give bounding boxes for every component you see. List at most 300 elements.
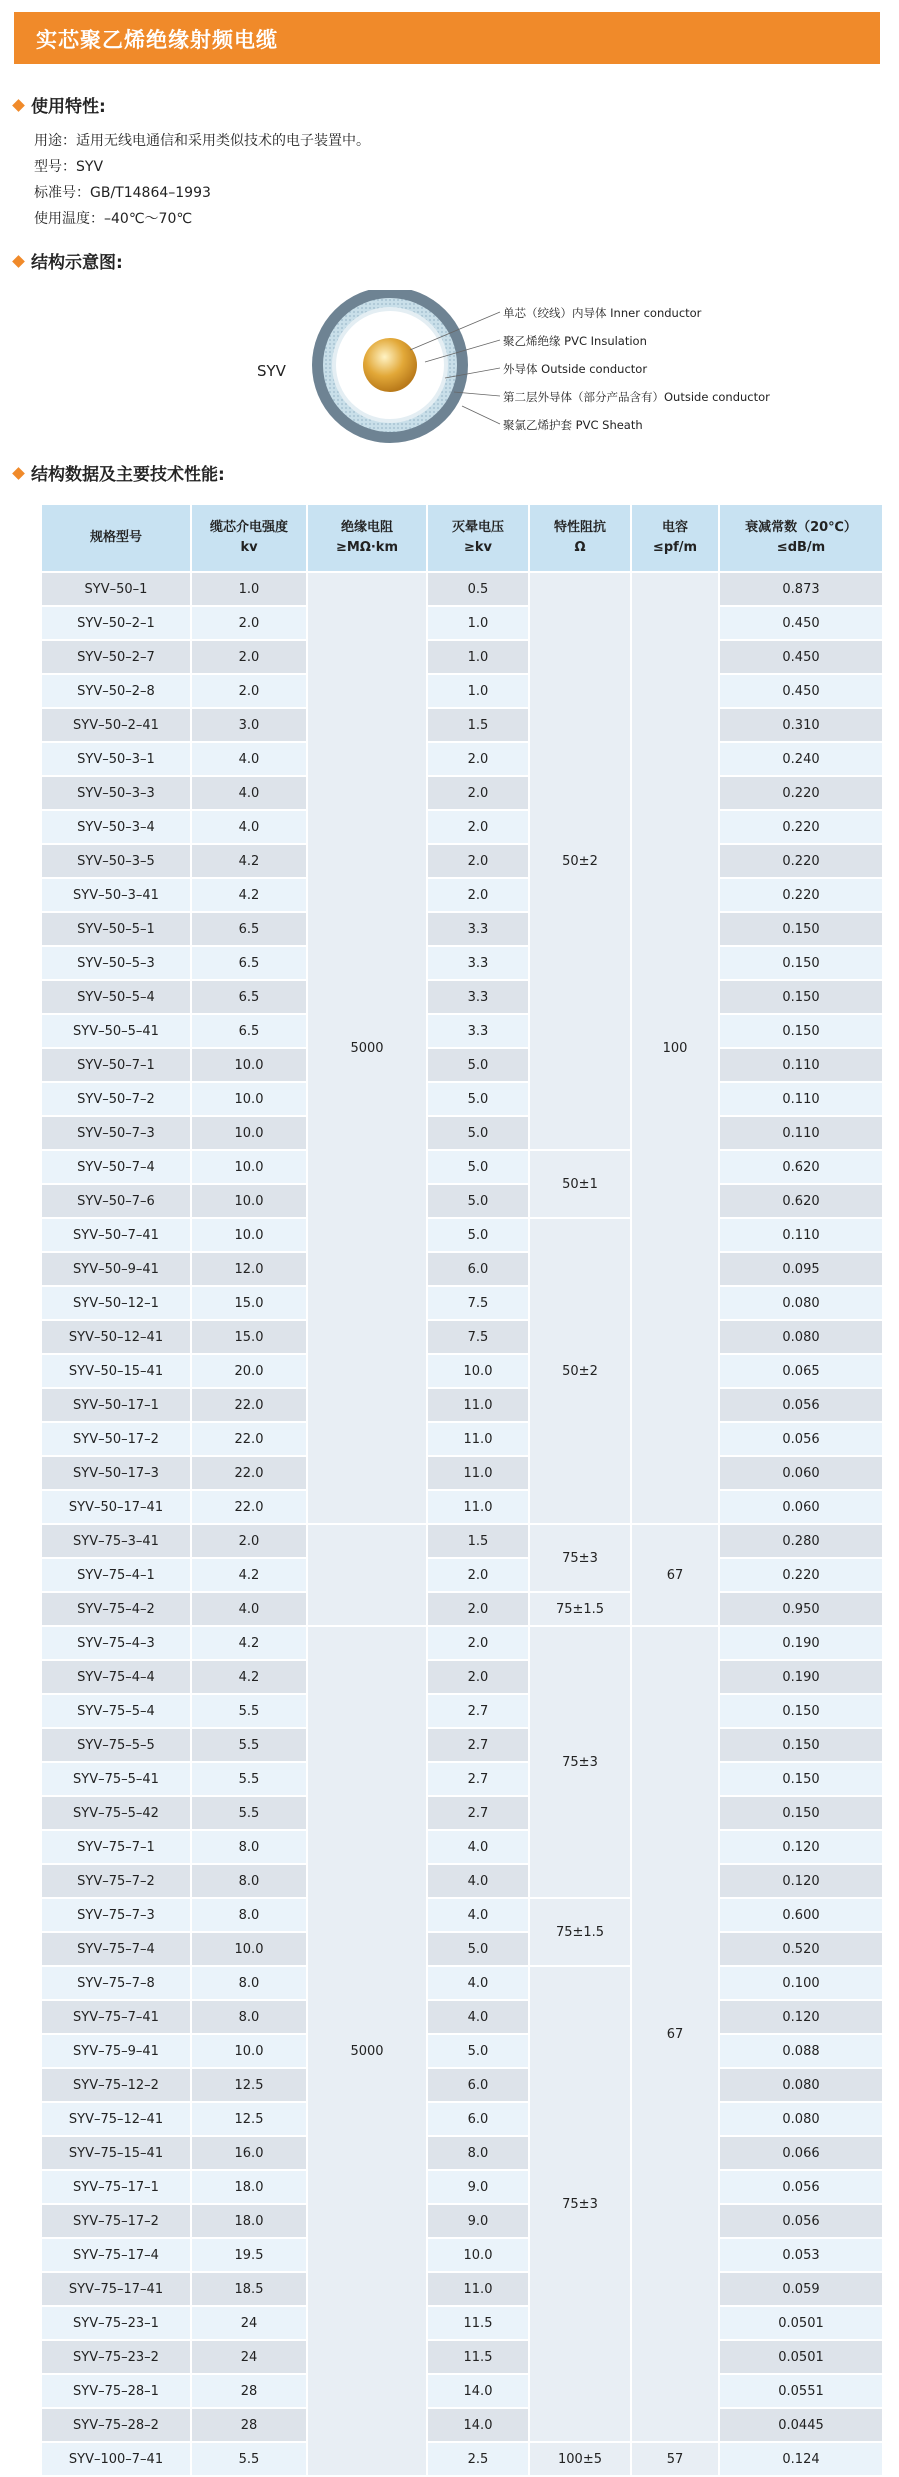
table-row: [41, 1286, 883, 1320]
impedance-cell: 100±5: [529, 2442, 631, 2476]
model-cell: SYV–50–7–3: [41, 1116, 191, 1150]
dielectric-cell: 18.5: [191, 2272, 307, 2306]
title-banner: [14, 12, 880, 64]
corona-cell: 6.0: [427, 1252, 529, 1286]
model-cell: SYV–50–17–41: [41, 1490, 191, 1524]
table-row: [41, 2340, 883, 2374]
corona-cell: 2.0: [427, 878, 529, 912]
corona-cell: 3.3: [427, 946, 529, 980]
table-row: [41, 946, 883, 980]
cable-cross-section-diagram: [0, 290, 899, 450]
dielectric-cell: 8.0: [191, 1864, 307, 1898]
model-cell: SYV–50–7–2: [41, 1082, 191, 1116]
table-row: [41, 2306, 883, 2340]
model-cell: SYV–50–3–3: [41, 776, 191, 810]
corona-cell: 11.0: [427, 1490, 529, 1524]
model-cell: SYV–50–2–1: [41, 606, 191, 640]
table-row: [41, 674, 883, 708]
attenuation-cell: 0.056: [719, 2204, 883, 2238]
dielectric-cell: 10.0: [191, 1932, 307, 1966]
table-row: [41, 1728, 883, 1762]
model-cell: SYV–75–17–1: [41, 2170, 191, 2204]
table-row: [41, 2238, 883, 2272]
corona-cell: 1.5: [427, 1524, 529, 1558]
callout-inner-conductor: 单芯（绞线）内导体 Inner conductor: [503, 306, 702, 320]
model-cell: SYV–50–2–7: [41, 640, 191, 674]
impedance-cell: 75±3: [529, 1524, 631, 1592]
dielectric-cell: 18.0: [191, 2204, 307, 2238]
table-row: [41, 810, 883, 844]
model-cell: SYV–75–5–4: [41, 1694, 191, 1728]
corona-cell: 2.0: [427, 1626, 529, 1660]
section-structure-heading: 结构示意图:: [14, 248, 123, 273]
dielectric-cell: 10.0: [191, 1184, 307, 1218]
attenuation-cell: 0.0501: [719, 2306, 883, 2340]
dielectric-cell: 8.0: [191, 2000, 307, 2034]
section-data-heading: 结构数据及主要技术性能:: [14, 460, 225, 485]
attenuation-cell: 0.873: [719, 572, 883, 606]
attenuation-cell: 0.110: [719, 1218, 883, 1252]
attenuation-cell: 0.450: [719, 674, 883, 708]
corona-cell: 4.0: [427, 2000, 529, 2034]
dielectric-cell: 8.0: [191, 1898, 307, 1932]
table-header-row: [41, 504, 883, 572]
callout-outside-conductor: 外导体 Outside conductor: [503, 362, 648, 376]
table-row: [41, 1558, 883, 1592]
model-cell: SYV–75–4–3: [41, 1626, 191, 1660]
attenuation-cell: 0.150: [719, 1796, 883, 1830]
table-row: [41, 2136, 883, 2170]
model-cell: SYV–50–9–41: [41, 1252, 191, 1286]
corona-cell: 2.0: [427, 776, 529, 810]
corona-cell: 6.0: [427, 2068, 529, 2102]
corona-cell: 2.0: [427, 742, 529, 776]
model-cell: SYV–50–17–3: [41, 1456, 191, 1490]
attenuation-cell: 0.056: [719, 1388, 883, 1422]
corona-cell: 11.0: [427, 1388, 529, 1422]
attenuation-cell: 0.120: [719, 2000, 883, 2034]
header-corona: 灭晕电压 ≥kv: [427, 504, 529, 572]
dielectric-cell: 4.0: [191, 810, 307, 844]
model-cell: SYV–75–4–4: [41, 1660, 191, 1694]
attenuation-cell: 0.240: [719, 742, 883, 776]
table-row: [41, 1626, 883, 1660]
corona-cell: 3.3: [427, 980, 529, 1014]
corona-cell: 4.0: [427, 1830, 529, 1864]
dielectric-cell: 8.0: [191, 1830, 307, 1864]
table-row: [41, 2170, 883, 2204]
model-cell: SYV–75–12–2: [41, 2068, 191, 2102]
attenuation-cell: 0.600: [719, 1898, 883, 1932]
dielectric-cell: 4.0: [191, 742, 307, 776]
dielectric-cell: 19.5: [191, 2238, 307, 2272]
corona-cell: 2.0: [427, 1660, 529, 1694]
table-row: [41, 1456, 883, 1490]
resistance-cell: [307, 1524, 427, 1626]
bullet-diamond-icon: [12, 467, 25, 480]
callout-sheath: 聚氯乙烯护套 PVC Sheath: [503, 418, 643, 432]
dielectric-cell: 2.0: [191, 640, 307, 674]
dielectric-cell: 18.0: [191, 2170, 307, 2204]
attenuation-cell: 0.220: [719, 776, 883, 810]
corona-cell: 4.0: [427, 1864, 529, 1898]
dielectric-cell: 3.0: [191, 708, 307, 742]
dielectric-cell: 4.2: [191, 878, 307, 912]
model-cell: SYV–75–7–2: [41, 1864, 191, 1898]
corona-cell: 14.0: [427, 2408, 529, 2442]
attenuation-cell: 0.0501: [719, 2340, 883, 2374]
attenuation-cell: 0.065: [719, 1354, 883, 1388]
corona-cell: 2.7: [427, 1762, 529, 1796]
capacitance-cell: 100: [631, 572, 719, 1524]
corona-cell: 5.0: [427, 1116, 529, 1150]
corona-cell: 2.5: [427, 2442, 529, 2476]
diagram-label: SYV: [257, 362, 286, 380]
impedance-cell: 75±1.5: [529, 1898, 631, 1966]
attenuation-cell: 0.150: [719, 980, 883, 1014]
model-cell: SYV–50–7–1: [41, 1048, 191, 1082]
corona-cell: 2.0: [427, 1592, 529, 1626]
table-row: [41, 2374, 883, 2408]
model-cell: SYV–75–12–41: [41, 2102, 191, 2136]
dielectric-cell: 2.0: [191, 1524, 307, 1558]
attenuation-cell: 0.080: [719, 2102, 883, 2136]
corona-cell: 2.7: [427, 1694, 529, 1728]
corona-cell: 5.0: [427, 1150, 529, 1184]
attenuation-cell: 0.110: [719, 1048, 883, 1082]
model-cell: SYV–100–7–41: [41, 2442, 191, 2476]
model-cell: SYV–75–7–1: [41, 1830, 191, 1864]
model-cell: SYV–75–4–2: [41, 1592, 191, 1626]
table-row: [41, 2068, 883, 2102]
model-cell: SYV–75–3–41: [41, 1524, 191, 1558]
model-cell: SYV–75–4–1: [41, 1558, 191, 1592]
corona-cell: 10.0: [427, 1354, 529, 1388]
corona-cell: 2.7: [427, 1728, 529, 1762]
table-row: [41, 1490, 883, 1524]
corona-cell: 2.0: [427, 810, 529, 844]
resistance-cell: 5000: [307, 1626, 427, 2476]
dielectric-cell: 4.2: [191, 1660, 307, 1694]
corona-cell: 11.0: [427, 1422, 529, 1456]
dielectric-cell: 12.5: [191, 2068, 307, 2102]
dielectric-cell: 20.0: [191, 1354, 307, 1388]
dielectric-cell: 4.2: [191, 1626, 307, 1660]
corona-cell: 3.3: [427, 912, 529, 946]
attenuation-cell: 0.0445: [719, 2408, 883, 2442]
corona-cell: 1.5: [427, 708, 529, 742]
dielectric-cell: 10.0: [191, 1218, 307, 1252]
model-cell: SYV–50–7–4: [41, 1150, 191, 1184]
table-row: [41, 742, 883, 776]
attenuation-cell: 0.120: [719, 1864, 883, 1898]
corona-cell: 6.0: [427, 2102, 529, 2136]
attenuation-cell: 0.220: [719, 844, 883, 878]
attenuation-cell: 0.150: [719, 912, 883, 946]
model-cell: SYV–75–7–3: [41, 1898, 191, 1932]
attenuation-cell: 0.080: [719, 1320, 883, 1354]
attenuation-cell: 0.150: [719, 1014, 883, 1048]
table-row: [41, 1694, 883, 1728]
dielectric-cell: 15.0: [191, 1286, 307, 1320]
header-dielectric: 缆芯介电强度 kv: [191, 504, 307, 572]
table-row: [41, 1592, 883, 1626]
dielectric-cell: 1.0: [191, 572, 307, 606]
table-row: [41, 2204, 883, 2238]
attenuation-cell: 0.080: [719, 1286, 883, 1320]
table-row: [41, 1184, 883, 1218]
corona-cell: 0.5: [427, 572, 529, 606]
model-cell: SYV–75–23–2: [41, 2340, 191, 2374]
table-row: [41, 1048, 883, 1082]
table-row: [41, 1966, 883, 2000]
attenuation-cell: 0.950: [719, 1592, 883, 1626]
attenuation-cell: 0.450: [719, 640, 883, 674]
table-row: [41, 1932, 883, 1966]
dielectric-cell: 10.0: [191, 1048, 307, 1082]
attenuation-cell: 0.220: [719, 1558, 883, 1592]
attenuation-cell: 0.060: [719, 1490, 883, 1524]
dielectric-cell: 2.0: [191, 674, 307, 708]
dielectric-cell: 5.5: [191, 2442, 307, 2476]
table-row: [41, 1524, 883, 1558]
model-text: 型号：SYV: [34, 159, 104, 175]
corona-cell: 5.0: [427, 1218, 529, 1252]
attenuation-cell: 0.080: [719, 2068, 883, 2102]
dielectric-cell: 5.5: [191, 1694, 307, 1728]
corona-cell: 11.5: [427, 2306, 529, 2340]
capacitance-cell: 57: [631, 2442, 719, 2476]
header-impedance: 特性阻抗 Ω: [529, 504, 631, 572]
dielectric-cell: 4.2: [191, 1558, 307, 1592]
attenuation-cell: 0.620: [719, 1150, 883, 1184]
attenuation-cell: 0.150: [719, 946, 883, 980]
model-cell: SYV–75–28–1: [41, 2374, 191, 2408]
dielectric-cell: 12.0: [191, 1252, 307, 1286]
dielectric-cell: 5.5: [191, 1796, 307, 1830]
table-row: [41, 1354, 883, 1388]
model-cell: SYV–50–3–5: [41, 844, 191, 878]
table-row: [41, 2272, 883, 2306]
model-cell: SYV–75–17–41: [41, 2272, 191, 2306]
table-row: [41, 1150, 883, 1184]
model-cell: SYV–75–28–2: [41, 2408, 191, 2442]
dielectric-cell: 16.0: [191, 2136, 307, 2170]
table-row: [41, 2000, 883, 2034]
table-row: [41, 1014, 883, 1048]
model-cell: SYV–50–7–41: [41, 1218, 191, 1252]
impedance-cell: 50±2: [529, 1218, 631, 1524]
dielectric-cell: 28: [191, 2374, 307, 2408]
table-row: [41, 1388, 883, 1422]
model-cell: SYV–50–3–41: [41, 878, 191, 912]
attenuation-cell: 0.088: [719, 2034, 883, 2068]
attenuation-cell: 0.620: [719, 1184, 883, 1218]
table-row: [41, 1218, 883, 1252]
impedance-cell: 50±2: [529, 572, 631, 1150]
callout-insulation: 聚乙烯绝缘 PVC Insulation: [503, 334, 647, 348]
corona-cell: 2.0: [427, 1558, 529, 1592]
bullet-diamond-icon: [12, 99, 25, 112]
table-row: [41, 878, 883, 912]
corona-cell: 5.0: [427, 1048, 529, 1082]
attenuation-cell: 0.110: [719, 1116, 883, 1150]
dielectric-cell: 24: [191, 2340, 307, 2374]
attenuation-cell: 0.110: [719, 1082, 883, 1116]
corona-cell: 10.0: [427, 2238, 529, 2272]
attenuation-cell: 0.450: [719, 606, 883, 640]
model-cell: SYV–50–2–41: [41, 708, 191, 742]
model-cell: SYV–75–5–41: [41, 1762, 191, 1796]
attenuation-cell: 0.053: [719, 2238, 883, 2272]
dielectric-cell: 10.0: [191, 1150, 307, 1184]
corona-cell: 2.7: [427, 1796, 529, 1830]
attenuation-cell: 0.150: [719, 1694, 883, 1728]
dielectric-cell: 6.5: [191, 980, 307, 1014]
model-cell: SYV–50–5–41: [41, 1014, 191, 1048]
resistance-cell: 5000: [307, 572, 427, 1524]
attenuation-cell: 0.150: [719, 1762, 883, 1796]
dielectric-cell: 22.0: [191, 1456, 307, 1490]
table-row: [41, 776, 883, 810]
table-row: [41, 844, 883, 878]
dielectric-cell: 15.0: [191, 1320, 307, 1354]
corona-cell: 5.0: [427, 1082, 529, 1116]
corona-cell: 9.0: [427, 2170, 529, 2204]
dielectric-cell: 10.0: [191, 2034, 307, 2068]
header-capacitance: 电容 ≤pf/m: [631, 504, 719, 572]
table-row: [41, 1830, 883, 1864]
corona-cell: 5.0: [427, 2034, 529, 2068]
dielectric-cell: 10.0: [191, 1082, 307, 1116]
table-row: [41, 980, 883, 1014]
table-row: [41, 1762, 883, 1796]
table-row: [41, 708, 883, 742]
attenuation-cell: 0.056: [719, 1422, 883, 1456]
table-row: [41, 2102, 883, 2136]
dielectric-cell: 22.0: [191, 1490, 307, 1524]
corona-cell: 8.0: [427, 2136, 529, 2170]
dielectric-cell: 22.0: [191, 1388, 307, 1422]
model-cell: SYV–50–5–3: [41, 946, 191, 980]
attenuation-cell: 0.066: [719, 2136, 883, 2170]
corona-cell: 11.0: [427, 2272, 529, 2306]
attenuation-cell: 0.280: [719, 1524, 883, 1558]
attenuation-cell: 0.059: [719, 2272, 883, 2306]
model-cell: SYV–75–5–42: [41, 1796, 191, 1830]
model-cell: SYV–50–3–1: [41, 742, 191, 776]
attenuation-cell: 0.124: [719, 2442, 883, 2476]
model-cell: SYV–75–23–1: [41, 2306, 191, 2340]
dielectric-cell: 4.0: [191, 776, 307, 810]
callout-second-outside-conductor: 第二层外导体（部分产品含有）Outside conductor: [503, 390, 770, 404]
section-features-heading: 使用特性:: [14, 92, 106, 117]
corona-cell: 5.0: [427, 1932, 529, 1966]
table-row: [41, 606, 883, 640]
table-row: [41, 2034, 883, 2068]
model-cell: SYV–75–7–4: [41, 1932, 191, 1966]
table-row: [41, 1082, 883, 1116]
table-row: [41, 572, 883, 606]
dielectric-cell: 6.5: [191, 912, 307, 946]
attenuation-cell: 0.220: [719, 878, 883, 912]
corona-cell: 5.0: [427, 1184, 529, 1218]
dielectric-cell: 2.0: [191, 606, 307, 640]
attenuation-cell: 0.056: [719, 2170, 883, 2204]
table-row: [41, 1422, 883, 1456]
capacitance-cell: 67: [631, 1626, 719, 2442]
attenuation-cell: 0.520: [719, 1932, 883, 1966]
page-title: 实芯聚乙烯绝缘射频电缆: [36, 28, 278, 52]
dielectric-cell: 5.5: [191, 1728, 307, 1762]
model-cell: SYV–50–7–6: [41, 1184, 191, 1218]
table-row: [41, 1116, 883, 1150]
table-row: [41, 1796, 883, 1830]
standard-text: 标准号：GB/T14864–1993: [34, 185, 211, 201]
dielectric-cell: 24: [191, 2306, 307, 2340]
impedance-cell: 75±3: [529, 1626, 631, 1898]
header-resistance: 绝缘电阻 ≥MΩ·km: [307, 504, 427, 572]
corona-cell: 1.0: [427, 640, 529, 674]
header-attenuation: 衰减常数（20℃） ≤dB/m: [719, 504, 883, 572]
attenuation-cell: 0.150: [719, 1728, 883, 1762]
corona-cell: 1.0: [427, 606, 529, 640]
table-row: [41, 1252, 883, 1286]
attenuation-cell: 0.120: [719, 1830, 883, 1864]
dielectric-cell: 10.0: [191, 1116, 307, 1150]
attenuation-cell: 0.0551: [719, 2374, 883, 2408]
attenuation-cell: 0.220: [719, 810, 883, 844]
dielectric-cell: 4.0: [191, 1592, 307, 1626]
header-model: 规格型号: [41, 504, 191, 572]
model-cell: SYV–50–15–41: [41, 1354, 191, 1388]
attenuation-cell: 0.100: [719, 1966, 883, 2000]
dielectric-cell: 6.5: [191, 1014, 307, 1048]
model-cell: SYV–50–2–8: [41, 674, 191, 708]
attenuation-cell: 0.190: [719, 1660, 883, 1694]
attenuation-cell: 0.095: [719, 1252, 883, 1286]
corona-cell: 11.0: [427, 1456, 529, 1490]
spec-table: [40, 503, 884, 2477]
attenuation-cell: 0.310: [719, 708, 883, 742]
table-row: [41, 640, 883, 674]
model-cell: SYV–50–1: [41, 572, 191, 606]
model-cell: SYV–75–5–5: [41, 1728, 191, 1762]
dielectric-cell: 28: [191, 2408, 307, 2442]
model-cell: SYV–50–5–4: [41, 980, 191, 1014]
model-cell: SYV–50–3–4: [41, 810, 191, 844]
model-cell: SYV–75–15–41: [41, 2136, 191, 2170]
corona-cell: 9.0: [427, 2204, 529, 2238]
model-cell: SYV–75–7–41: [41, 2000, 191, 2034]
attenuation-cell: 0.190: [719, 1626, 883, 1660]
corona-cell: 2.0: [427, 844, 529, 878]
corona-cell: 7.5: [427, 1286, 529, 1320]
impedance-cell: 75±3: [529, 1966, 631, 2442]
dielectric-cell: 5.5: [191, 1762, 307, 1796]
table-row: [41, 2442, 883, 2476]
model-cell: SYV–50–12–1: [41, 1286, 191, 1320]
model-cell: SYV–75–9–41: [41, 2034, 191, 2068]
corona-cell: 4.0: [427, 1966, 529, 2000]
dielectric-cell: 8.0: [191, 1966, 307, 2000]
table-row: [41, 1320, 883, 1354]
model-cell: SYV–75–17–4: [41, 2238, 191, 2272]
model-cell: SYV–75–17–2: [41, 2204, 191, 2238]
inner-conductor-disc: [363, 338, 417, 392]
table-row: [41, 1898, 883, 1932]
table-row: [41, 1660, 883, 1694]
